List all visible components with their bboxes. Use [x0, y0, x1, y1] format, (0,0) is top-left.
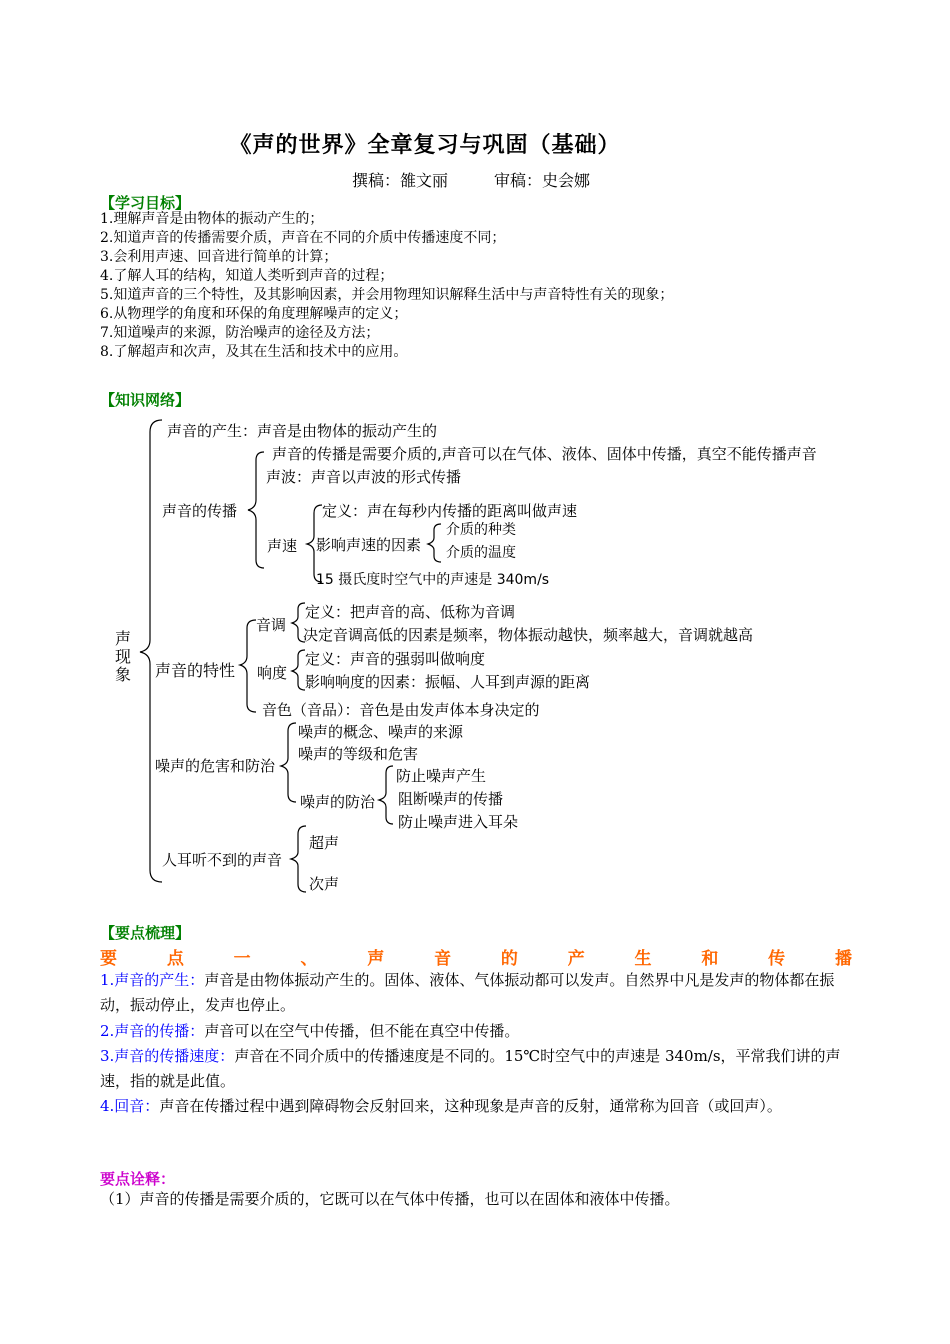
- node-control-source: 防止噪声产生: [396, 767, 487, 785]
- paragraph-propagation: [100, 1019, 852, 1044]
- point1-char: 产: [567, 949, 585, 969]
- paragraph-text: 声音可以在空气中传播，但不能在真空中传播。: [204, 1022, 520, 1040]
- paragraph-label: 2.声音的传播：: [100, 1022, 205, 1040]
- point1-char: 点: [166, 949, 184, 969]
- node-speed-value: 15 摄氏度时空气中的声速是 340m/s: [316, 572, 550, 588]
- point1-char: 生: [634, 949, 652, 969]
- bracket-root: [140, 420, 162, 882]
- point1-char: 传: [768, 949, 786, 969]
- keypoints-heading: 【要点梳理】: [100, 924, 191, 942]
- paragraph-text: 声音是由物体振动产生的。固体、液体、气体振动都可以发声。自然界中凡是发声的物体都在振动，振动停止，发声也停止。: [100, 971, 835, 1014]
- point1-char: 声: [367, 949, 385, 969]
- objective-item: 7.知道噪声的来源，防治噪声的途径及方法；: [100, 325, 380, 341]
- node-loudness-definition: 定义：声音的强弱叫做响度: [305, 650, 486, 668]
- bracket-noise: [281, 723, 296, 802]
- node-timbre: 音色（音品）：音色是由发声体本身决定的: [262, 701, 540, 719]
- node-propagation: 声音的传播: [162, 502, 238, 520]
- point1-char: 要: [100, 949, 117, 969]
- objective-item: 1.理解声音是由物体的振动产生的；: [100, 211, 324, 227]
- point1-char: 、: [300, 949, 318, 969]
- node-speed-definition: 定义：声在每秒内传播的距离叫做声速: [322, 502, 578, 520]
- node-inaudible: 人耳听不到的声音: [162, 851, 283, 869]
- objective-item: 3.会利用声速、回音进行简单的计算；: [100, 249, 338, 265]
- node-control-ear: 防止噪声进入耳朵: [398, 813, 519, 831]
- point1-char: 音: [434, 949, 452, 969]
- paragraph-speed: [100, 1044, 852, 1094]
- node-characteristics: 声音的特性: [155, 661, 236, 680]
- bracket-inaudible: [291, 826, 306, 892]
- objective-item: 2.知道声音的传播需要介质，声音在不同的介质中传播速度不同；: [100, 230, 506, 246]
- node-noise-concept: 噪声的概念、噪声的来源: [298, 723, 464, 741]
- bracket-propagation: [248, 452, 264, 568]
- note-item: （1）声音的传播是需要介质的，它既可以在气体中传播，也可以在固体和液体中传播。: [100, 1190, 680, 1208]
- node-ultrasound: 超声: [309, 834, 340, 852]
- point1-char: 的: [500, 949, 518, 969]
- paragraph-label: 4.回音：: [100, 1097, 160, 1115]
- node-pitch-factor: 决定音调高低的因素是频率，物体振动越快，频率越大，音调就越高: [303, 626, 754, 644]
- bracket-factors: [428, 524, 441, 562]
- node-noise: 噪声的危害和防治: [155, 757, 276, 775]
- node-loudness-factor: 影响响度的因素：振幅、人耳到声源的距离: [305, 673, 591, 691]
- bracket-noise-control: [379, 766, 393, 824]
- node-medium-type: 介质的种类: [446, 522, 516, 538]
- node-medium-temperature: 介质的温度: [446, 545, 516, 561]
- node-infrasound: 次声: [309, 875, 340, 893]
- node-pitch: 音调: [256, 616, 287, 634]
- page-title: 《声的世界》全章复习与巩固（基础）: [229, 132, 621, 158]
- node-noise-control: 噪声的防治: [300, 793, 376, 811]
- paragraph-echo: [100, 1094, 852, 1119]
- node-control-path: 阻断噪声的传播: [398, 790, 504, 808]
- objective-item: 4.了解人耳的结构，知道人类听到声音的过程；: [100, 268, 394, 284]
- point1-heading: [100, 944, 852, 969]
- paragraph-text: 声音在传播过程中遇到障碍物会反射回来，这种现象是声音的反射，通常称为回音（或回声）。: [159, 1097, 782, 1115]
- paragraph-label: 3.声音的传播速度：: [100, 1047, 235, 1065]
- writer: 撰稿：雒文丽: [352, 171, 449, 190]
- objective-item: 6.从物理学的角度和环保的角度理解噪声的定义；: [100, 306, 408, 322]
- node-medium: 声音的传播是需要介质的,声音可以在气体、液体、固体中传播，真空不能传播声音: [272, 445, 817, 463]
- root-node: 声现象: [115, 629, 132, 684]
- paragraph-production: [100, 968, 852, 1018]
- note-heading: 要点诠释：: [100, 1170, 176, 1188]
- paragraph-text: 声音在不同介质中的传播速度是不同的。15℃时空气中的声速是 340m/s，平常我们讲的声速，指的就是此值。: [100, 1047, 841, 1090]
- point1-char: 一: [233, 949, 251, 969]
- objective-item: 5.知道声音的三个特性，及其影响因素，并会用物理知识解释生活中与声音特性有关的现象；: [100, 287, 674, 303]
- network-heading: 【知识网络】: [100, 391, 191, 409]
- node-speed: 声速: [267, 537, 298, 555]
- bracket-loudness: [292, 650, 305, 690]
- paragraph-label: 1.声音的产生：: [100, 971, 205, 989]
- node-speed-factors: 影响声速的因素: [316, 536, 422, 554]
- point1-char: 播: [834, 949, 852, 969]
- objectives-heading: 【学习目标】: [100, 194, 191, 212]
- node-production: 声音的产生：声音是由物体的振动产生的: [167, 422, 438, 440]
- node-pitch-definition: 定义：把声音的高、低称为音调: [305, 603, 516, 621]
- point1-char: 和: [701, 949, 719, 969]
- node-noise-level: 噪声的等级和危害: [298, 745, 419, 763]
- node-soundwave: 声波：声音以声波的形式传播: [266, 468, 462, 486]
- node-loudness: 响度: [257, 664, 288, 682]
- objective-item: 8.了解超声和次声，及其在生活和技术中的应用。: [100, 344, 408, 360]
- reviewer: 审稿：史会娜: [494, 171, 591, 190]
- bracket-characteristics: [240, 620, 256, 712]
